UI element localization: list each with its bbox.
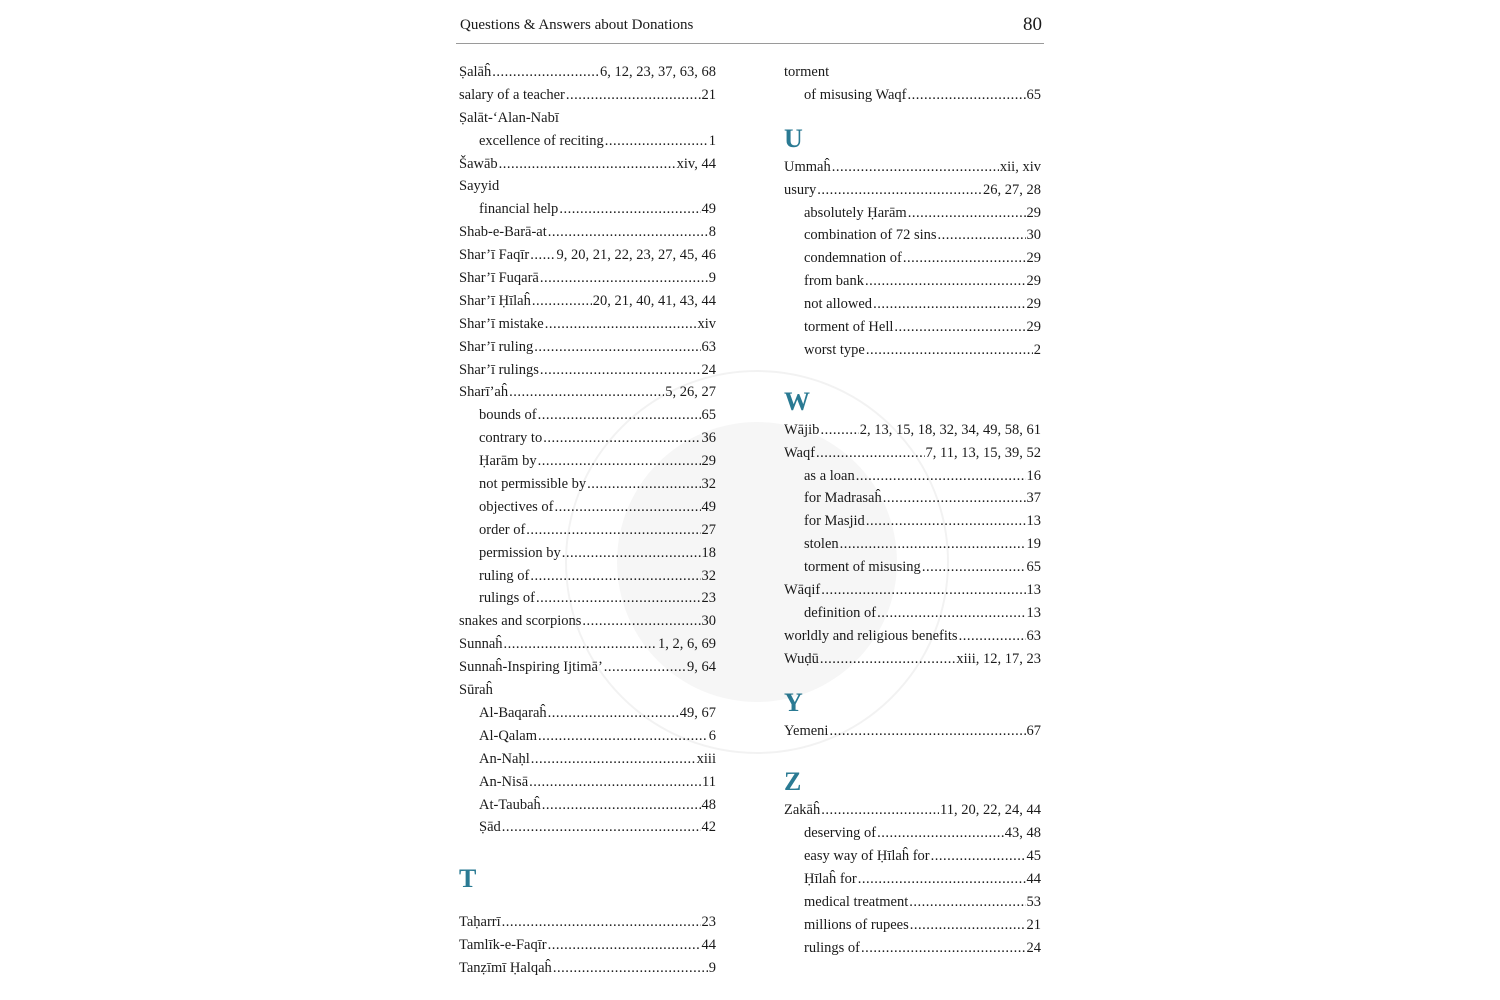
dot-leader [604, 656, 686, 679]
index-entry [459, 153, 716, 176]
dot-leader [909, 891, 1025, 914]
index-entry [784, 625, 1041, 648]
index-term: Tanẓīmī Ḥalqaĥ [459, 960, 552, 977]
index-page-refs: 19 [1026, 536, 1041, 553]
dot-leader [538, 450, 701, 473]
dot-leader [545, 313, 697, 336]
index-subentry [784, 270, 1041, 293]
index-term: deserving of [804, 825, 877, 842]
index-term: usury [784, 181, 817, 198]
index-page-refs: 32 [701, 567, 716, 584]
index-page [456, 0, 1044, 1000]
index-page-refs: 65 [1026, 86, 1041, 103]
index-page-refs: 29 [1026, 296, 1041, 313]
index-entry [459, 934, 716, 957]
index-page-refs: 42 [701, 819, 716, 836]
dot-leader [605, 130, 708, 153]
index-term: Sunnaĥ-Inspiring Ijtimā’ [459, 659, 603, 676]
index-term: as a loan [804, 467, 855, 484]
dot-leader [538, 725, 708, 748]
index-term: not permissible by [479, 476, 587, 493]
index-page-refs: 29 [1026, 319, 1041, 336]
index-term: permission by [479, 544, 561, 561]
index-term: Ṣalāt-‘Alan-Nabī [459, 109, 559, 126]
index-subentry [459, 771, 716, 794]
index-page-refs: 26, 27, 28 [983, 181, 1041, 198]
index-term: Ḥīlaĥ for [804, 871, 857, 888]
index-page-refs: 29 [1026, 250, 1041, 267]
index-term: An-Naḥl [479, 750, 530, 767]
index-entry [459, 911, 716, 934]
dot-leader [821, 799, 939, 822]
index-entry [459, 656, 716, 679]
index-subentry [459, 702, 716, 725]
dot-leader [548, 702, 679, 725]
section-spacer [459, 896, 716, 911]
index-page-refs: xiii [696, 750, 716, 767]
index-page-refs: 53 [1026, 894, 1041, 911]
index-subentry [784, 891, 1041, 914]
index-subentry [784, 84, 1041, 107]
index-page-refs: 21 [1026, 916, 1041, 933]
index-entry [459, 175, 716, 198]
index-page-refs: 1 [708, 132, 716, 149]
index-page-refs: 63 [701, 338, 716, 355]
index-entry [784, 720, 1041, 743]
index-term: torment of misusing [804, 559, 921, 576]
dot-leader [559, 198, 700, 221]
index-subentry [459, 450, 716, 473]
index-page-refs: 48 [701, 796, 716, 813]
index-column-right [784, 61, 1041, 960]
index-term: Ḥarām by [479, 453, 537, 470]
index-subentry [459, 565, 716, 588]
dot-leader [562, 542, 701, 565]
index-entry [459, 267, 716, 290]
index-term: Waqf [784, 444, 816, 461]
index-subentry [459, 816, 716, 839]
index-page-refs: 20, 21, 40, 41, 43, 44 [592, 292, 716, 309]
index-page-refs: 65 [701, 407, 716, 424]
index-page-refs: 45 [1026, 848, 1041, 865]
dot-leader [866, 510, 1026, 533]
index-term: torment of Hell [804, 319, 894, 336]
dot-leader [531, 748, 696, 771]
index-subentry [459, 130, 716, 153]
dot-leader [856, 465, 1026, 488]
index-subentry [784, 316, 1041, 339]
dot-leader [530, 565, 700, 588]
index-subentry [784, 602, 1041, 625]
index-term: Wuḍū [784, 650, 819, 667]
index-page-refs: 11 [702, 773, 716, 790]
index-term: Al-Qalam [479, 727, 537, 744]
index-subentry [784, 224, 1041, 247]
index-term: stolen [804, 536, 839, 553]
index-subentry [459, 404, 716, 427]
section-spacer [784, 671, 1041, 686]
section-spacer [784, 107, 1041, 122]
index-term: combination of 72 sins [804, 227, 937, 244]
index-entry [784, 648, 1041, 671]
index-entry [784, 579, 1041, 602]
index-page-refs: 9 [708, 960, 716, 977]
index-page-refs: 37 [1026, 490, 1041, 507]
index-subentry [459, 473, 716, 496]
index-entry [459, 84, 716, 107]
dot-leader [587, 473, 700, 496]
dot-leader [865, 270, 1026, 293]
dot-leader [534, 336, 700, 359]
index-subentry [459, 427, 716, 450]
index-term: contrary to [479, 430, 543, 447]
dot-leader [555, 496, 701, 519]
index-term: snakes and scorpions [459, 613, 582, 630]
index-entry [459, 633, 716, 656]
index-term: medical treatment [804, 894, 909, 911]
section-spacer [784, 742, 1041, 765]
dot-leader [526, 519, 700, 542]
index-page-refs: 65 [1026, 559, 1041, 576]
index-page-refs: 23 [701, 590, 716, 607]
index-entry [459, 244, 716, 267]
dot-leader [877, 822, 1004, 845]
index-entry [459, 359, 716, 382]
index-page-refs: 49 [701, 498, 716, 515]
dot-leader [908, 202, 1026, 225]
index-page-refs: 13 [1026, 582, 1041, 599]
dot-leader [959, 625, 1026, 648]
index-term: Shar’ī ruling [459, 338, 534, 355]
index-term: objectives of [479, 498, 554, 515]
index-subentry [784, 914, 1041, 937]
index-entry [459, 61, 716, 84]
index-page-refs: 6, 12, 23, 37, 63, 68 [600, 64, 716, 80]
dot-leader [820, 648, 956, 671]
index-subentry [784, 533, 1041, 556]
dot-leader [903, 247, 1026, 270]
index-page-refs: 29 [1026, 273, 1041, 290]
index-page-refs: xiv, 44 [676, 155, 716, 172]
dot-leader [548, 934, 701, 957]
index-term: Wājib [784, 421, 820, 438]
index-entry [784, 156, 1041, 179]
dot-leader [509, 381, 664, 404]
index-term: Sharī’aĥ [459, 384, 509, 401]
index-term: for Masjid [804, 513, 865, 530]
header-rule [456, 43, 1044, 44]
index-term: ruling of [479, 567, 530, 584]
index-page-refs: 30 [701, 613, 716, 630]
index-term: torment [784, 64, 830, 80]
index-page-refs: 63 [1026, 627, 1041, 644]
dot-leader [529, 771, 701, 794]
section-letter-heading: Y [784, 687, 803, 717]
index-term: Taḥarrī [459, 914, 501, 931]
index-term: Wāqif [784, 582, 821, 599]
page-number: 80 [1023, 14, 1042, 35]
index-page-refs: 27 [701, 521, 716, 538]
index-term: Sayyid [459, 178, 500, 195]
section-letter-heading: U [784, 123, 803, 153]
dot-leader [840, 533, 1026, 556]
index-page-refs: 2 [1033, 341, 1041, 358]
dot-leader [873, 293, 1025, 316]
index-page-refs: 9, 64 [687, 659, 716, 676]
index-term: Ummaĥ [784, 158, 831, 175]
index-term: definition of [804, 604, 877, 621]
index-subentry [784, 937, 1041, 960]
index-entry [459, 381, 716, 404]
index-page-refs: 67 [1026, 722, 1041, 739]
section-letter-heading: Z [784, 767, 802, 797]
dot-leader [538, 404, 701, 427]
dot-leader [866, 339, 1033, 362]
dot-leader [530, 244, 555, 267]
index-term: bounds of [479, 407, 537, 424]
index-page-refs: 9, 20, 21, 22, 23, 27, 45, 46 [556, 247, 716, 264]
index-subentry [459, 725, 716, 748]
index-page-refs: 24 [1026, 939, 1041, 956]
index-entry [459, 290, 716, 313]
dot-leader [540, 359, 701, 382]
index-subentry [784, 822, 1041, 845]
dot-leader [532, 290, 592, 313]
index-term: not allowed [804, 296, 873, 313]
dot-leader [821, 579, 1025, 602]
index-entry [459, 313, 716, 336]
index-page-refs: 21 [701, 86, 716, 103]
dot-leader [504, 633, 658, 656]
index-page-refs: 32 [701, 476, 716, 493]
index-term: Ṣalāĥ [459, 64, 492, 80]
dot-leader [543, 427, 700, 450]
index-page-refs: 6 [708, 727, 716, 744]
dot-leader [502, 816, 701, 839]
index-term: Shar’ī mistake [459, 315, 544, 332]
index-subentry [784, 510, 1041, 533]
index-term: of misusing Waqf [804, 86, 907, 103]
index-page-refs: 43, 48 [1004, 825, 1041, 842]
dot-leader [502, 911, 701, 934]
index-page-refs: 18 [701, 544, 716, 561]
index-term: for Madrasaĥ [804, 490, 882, 507]
dot-leader [861, 937, 1026, 960]
dot-leader [553, 957, 708, 980]
index-entry [459, 957, 716, 980]
index-subentry [459, 587, 716, 610]
dot-leader [877, 602, 1025, 625]
index-subentry [784, 556, 1041, 579]
index-page-refs: xiv [697, 315, 716, 332]
index-entry [784, 419, 1041, 442]
index-term: Zakāĥ [784, 802, 821, 819]
index-subentry [784, 465, 1041, 488]
index-subentry [459, 496, 716, 519]
index-page-refs: 30 [1026, 227, 1041, 244]
index-page-refs: 1, 2, 6, 69 [658, 636, 716, 653]
index-entry [459, 610, 716, 633]
index-term: worldly and religious benefits [784, 627, 958, 644]
dot-leader [832, 156, 999, 179]
index-page-refs: 44 [701, 937, 716, 954]
index-term: Šawāb [459, 155, 498, 172]
dot-leader [816, 442, 924, 465]
index-entry [784, 442, 1041, 465]
index-page-refs: 44 [1026, 871, 1041, 888]
index-page-refs: 8 [708, 224, 716, 241]
index-subentry [459, 519, 716, 542]
index-term: order of [479, 521, 526, 538]
index-term: millions of rupees [804, 916, 909, 933]
index-page-refs: xii, xiv [999, 158, 1041, 175]
dot-leader [894, 316, 1025, 339]
index-page-refs: 7, 11, 13, 15, 39, 52 [925, 444, 1041, 461]
index-page-refs: 49, 67 [679, 704, 716, 721]
index-term: Sunnaĥ [459, 636, 503, 653]
index-term: Shab-e-Barā-at [459, 224, 547, 241]
dot-leader [582, 610, 700, 633]
index-term: Shar’ī rulings [459, 361, 539, 378]
index-subentry [784, 202, 1041, 225]
section-spacer [459, 839, 716, 862]
dot-leader [829, 720, 1025, 743]
index-subentry [784, 247, 1041, 270]
index-term: from bank [804, 273, 864, 290]
index-term: Ṣād [479, 819, 501, 836]
index-entry [459, 336, 716, 359]
dot-leader [931, 845, 1026, 868]
index-term: At-Taubaĥ [479, 796, 541, 813]
dot-leader [492, 61, 599, 84]
dot-leader [820, 419, 858, 442]
index-term: condemnation of [804, 250, 902, 267]
index-page-refs: 36 [701, 430, 716, 447]
index-page-refs: 49 [701, 201, 716, 218]
dot-leader [566, 84, 701, 107]
index-term: An-Nisā [479, 773, 529, 790]
dot-leader [938, 224, 1026, 247]
index-subentry [784, 845, 1041, 868]
index-page-refs: 13 [1026, 513, 1041, 530]
index-page-refs: 16 [1026, 467, 1041, 484]
index-page-refs: 13 [1026, 604, 1041, 621]
index-entry [459, 679, 716, 702]
index-subentry [784, 868, 1041, 891]
index-term: rulings of [804, 939, 860, 956]
index-term: excellence of reciting [479, 132, 604, 149]
index-term: Shar’ī Ḥīlaĥ [459, 292, 531, 309]
index-subentry [459, 748, 716, 771]
index-page-refs: 5, 26, 27 [665, 384, 716, 401]
dot-leader [540, 267, 708, 290]
dot-leader [883, 487, 1026, 510]
index-column-left [459, 61, 716, 980]
index-page-refs: 9 [708, 270, 716, 287]
index-subentry [784, 339, 1041, 362]
index-page-refs: xiii, 12, 17, 23 [956, 650, 1041, 667]
dot-leader [548, 221, 708, 244]
section-letter-heading: W [784, 386, 810, 416]
dot-leader [817, 179, 982, 202]
index-term: Sūraĥ [459, 682, 493, 699]
dot-leader [499, 153, 676, 176]
index-page-refs: 2, 13, 15, 18, 32, 34, 49, 58, 61 [859, 421, 1041, 438]
dot-leader [542, 794, 701, 817]
index-term: financial help [479, 201, 559, 218]
section-spacer [784, 362, 1041, 385]
index-subentry [459, 542, 716, 565]
index-page-refs: 24 [701, 361, 716, 378]
index-subentry [459, 794, 716, 817]
running-head-title: Questions & Answers about Donations [460, 17, 694, 33]
section-letter-heading: T [459, 864, 477, 894]
index-subentry [784, 487, 1041, 510]
index-page-refs: 29 [701, 453, 716, 470]
dot-leader [922, 556, 1026, 579]
index-term: worst type [804, 341, 865, 358]
index-term: Tamlīk-e-Faqīr [459, 937, 547, 954]
index-entry [459, 221, 716, 244]
index-term: Al-Baqaraĥ [479, 704, 547, 721]
index-term: Shar’ī Faqīr [459, 247, 530, 264]
dot-leader [910, 914, 1026, 937]
index-entry [784, 61, 1041, 84]
index-page-refs: 23 [701, 914, 716, 931]
index-term: easy way of Ḥīlaĥ for [804, 848, 930, 865]
index-term: Yemeni [784, 722, 829, 739]
index-term: salary of a teacher [459, 86, 565, 103]
index-term: Shar’ī Fuqarā [459, 270, 539, 287]
index-page-refs: 29 [1026, 204, 1041, 221]
index-subentry [459, 198, 716, 221]
index-page-refs: 11, 20, 22, 24, 44 [940, 802, 1041, 819]
index-entry [459, 107, 716, 130]
index-entry [784, 799, 1041, 822]
index-subentry [784, 293, 1041, 316]
dot-leader [536, 587, 701, 610]
dot-leader [858, 868, 1026, 891]
index-entry [784, 179, 1041, 202]
index-term: rulings of [479, 590, 535, 607]
index-term: absolutely Ḥarām [804, 204, 907, 221]
dot-leader [907, 84, 1025, 107]
